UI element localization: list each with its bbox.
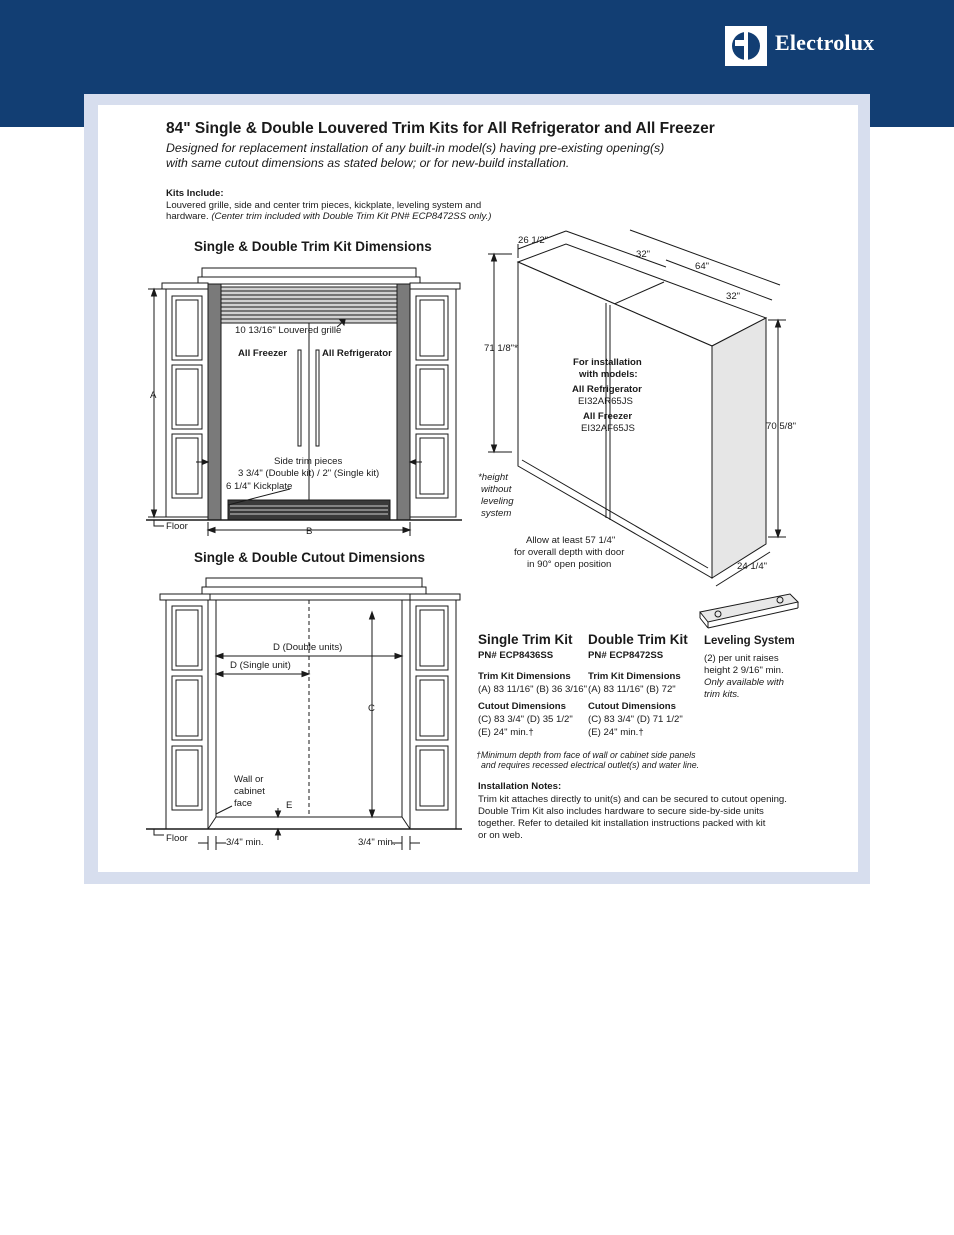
single-kit-cutout-1: (C) 83 3/4" (D) 35 1/2": [478, 714, 573, 725]
dim-e-label: E: [286, 800, 293, 811]
wall-label-2: cabinet: [234, 786, 265, 797]
single-kit-dims-heading: Trim Kit Dimensions: [478, 671, 571, 682]
double-kit-dims: (A) 83 11/16" (B) 72": [588, 684, 676, 695]
dim-width-left: 32": [636, 249, 651, 260]
dim-b-label: B: [306, 526, 313, 537]
kits-heading: Kits Include:: [166, 188, 224, 199]
subtitle-line-1: Designed for replacement installation of any built-in model(s) having pre-existing opening(s): [166, 141, 665, 155]
double-kit-title: Double Trim Kit: [588, 632, 688, 647]
dim-c-label: C: [368, 703, 375, 714]
leveling-line-3: Only available with: [704, 677, 784, 688]
single-kit-title: Single Trim Kit: [478, 632, 573, 647]
notes-line-1: Trim kit attaches directly to unit(s) and can be secured to cutout opening.: [478, 794, 787, 805]
door-note-3: in 90° open position: [527, 559, 612, 570]
notes-line-2: Double Trim Kit also includes hardware to secure side-by-side units: [478, 806, 764, 817]
double-kit-cutout-heading: Cutout Dimensions: [588, 701, 676, 712]
page-title: 84" Single & Double Louvered Trim Kits for All Refrigerator and All Freezer: [166, 120, 715, 137]
floor-label-top: Floor: [166, 521, 188, 532]
dim-height-left: 71 1/8"*: [484, 343, 518, 354]
min-left-label: 3/4" min.: [226, 837, 264, 848]
dim-width-total: 64": [695, 261, 710, 272]
kits-line-2-note: (Center trim included with Double Trim Kit PN# ECP8472SS only.): [211, 211, 492, 222]
leveling-title: Leveling System: [704, 635, 795, 647]
double-kit-dims-heading: Trim Kit Dimensions: [588, 671, 681, 682]
grille-label: 10 13/16" Louvered grille: [235, 325, 342, 336]
wall-label-3: face: [234, 798, 253, 809]
dim-a-label: A: [150, 390, 157, 401]
height-note-2: without: [481, 484, 512, 495]
subtitle-line-2: with same cutout dimensions as stated below; or for new-build installation.: [166, 156, 570, 170]
leveling-bar-drawing: [700, 594, 798, 628]
footnote-line-1: †Minimum depth from face of wall or cabinet side panels: [476, 750, 696, 760]
door-note-2: for overall depth with door: [514, 547, 625, 558]
double-kit-cutout-2: (E) 24" min.†: [588, 727, 644, 738]
leveling-line-2: height 2 9/16" min.: [704, 665, 784, 676]
dim-depth-top: 26 1/2": [518, 235, 549, 246]
height-note-4: system: [481, 508, 512, 519]
kits-line-1: Louvered grille, side and center trim pieces, kickplate, leveling system and: [166, 200, 482, 211]
d-single-label: D (Single unit): [230, 660, 291, 671]
leveling-line-1: (2) per unit raises: [704, 653, 779, 664]
leveling-line-4: trim kits.: [704, 689, 740, 700]
cutout-dimensions-heading: Single & Double Cutout Dimensions: [194, 550, 426, 565]
double-kit-cutout-1: (C) 83 3/4" (D) 71 1/2": [588, 714, 683, 725]
min-right-label: 3/4" min.: [358, 837, 396, 848]
single-kit-cutout-2: (E) 24" min.†: [478, 727, 534, 738]
kickplate-label: 6 1/4" Kickplate: [226, 481, 293, 492]
brand-name: Electrolux: [775, 30, 875, 55]
floor-label-bottom: Floor: [166, 833, 188, 844]
height-note-1: *height: [478, 472, 508, 483]
install-line-2: with models:: [579, 369, 638, 380]
side-trim-dims: 3 3/4" (Double kit) / 2" (Single kit): [238, 468, 380, 479]
double-kit-pn: PN# ECP8472SS: [588, 650, 664, 661]
dim-height-right: 70 5/8": [766, 421, 797, 432]
trim-kit-drawing: [146, 268, 462, 536]
d-double-label: D (Double units): [273, 642, 343, 653]
model-refrigerator-code: EI32AR65JS: [578, 396, 633, 407]
notes-line-3: together. Refer to detailed kit installation instructions packed with kit: [478, 818, 766, 829]
freezer-label: All Freezer: [238, 348, 288, 359]
dim-width-right: 32": [726, 291, 741, 302]
dim-depth-bottom: 24 1/4": [737, 561, 768, 572]
model-freezer-code: EI32AF65JS: [581, 423, 635, 434]
single-kit-cutout-heading: Cutout Dimensions: [478, 701, 566, 712]
cutout-drawing: [146, 578, 462, 850]
unit-3d-drawing: [488, 230, 786, 586]
door-note-1: Allow at least 57 1/4": [526, 535, 616, 546]
single-kit-pn: PN# ECP8436SS: [478, 650, 554, 661]
install-line-1: For installation: [573, 357, 642, 368]
notes-line-4: or on web.: [478, 830, 523, 841]
model-refrigerator-label: All Refrigerator: [572, 384, 642, 395]
footnote-line-2: and requires recessed electrical outlet(s) and water line.: [481, 760, 700, 770]
refrigerator-label: All Refrigerator: [322, 348, 392, 359]
single-kit-dims: (A) 83 11/16" (B) 36 3/16": [478, 684, 588, 695]
kits-line-2: hardware.: [166, 211, 209, 222]
model-freezer-label: All Freezer: [583, 411, 633, 422]
side-trim-label: Side trim pieces: [274, 456, 343, 467]
wall-label-1: Wall or: [234, 774, 264, 785]
trim-dimensions-heading: Single & Double Trim Kit Dimensions: [194, 239, 432, 254]
height-note-3: leveling: [481, 496, 514, 507]
notes-heading: Installation Notes:: [478, 781, 562, 792]
